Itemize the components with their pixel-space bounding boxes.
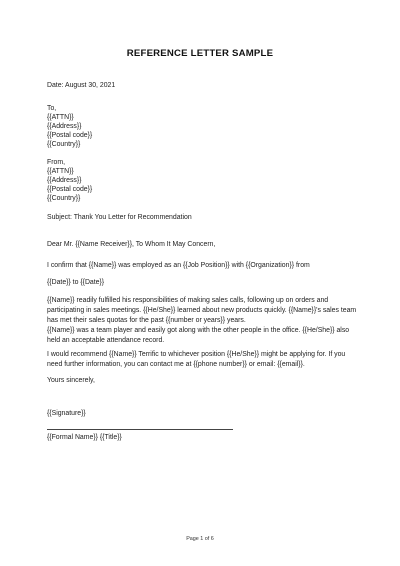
paragraph-recommendation: I would recommend {{Name}} Terrific to whichever position {{He/She}} might be applying for. If you need further information, you can contact me at {{phone number}} or email: {{email}}. (47, 351, 346, 369)
from-postal-code: {{Postal code}} (47, 186, 93, 193)
formal-name-title: {{Formal Name}} {{Title}} (47, 434, 122, 441)
to-country: {{Country}} (47, 141, 81, 148)
document-title: REFERENCE LETTER SAMPLE (126, 48, 274, 59)
to-attn: {{ATTN}} (47, 114, 74, 121)
signature-rule (47, 429, 233, 430)
to-postal-code: {{Postal code}} (47, 132, 93, 139)
from-heading: From, (47, 159, 65, 166)
salutation: Dear Mr. {{Name Receiver}}, To Whom It May Concern, (47, 241, 216, 248)
page-number-footer: Page 1 of 6 (186, 536, 214, 542)
paragraph-responsibilities: {{Name}} readily fulfilled his responsibilities of making sales calls, following up on orders and participating in sales meetings. {{He/She}} learned about new products quickly. {{Name}}'s sales team has met their sales quotas for the past {{number or years}} years. (47, 297, 357, 325)
from-country: {{Country}} (47, 195, 81, 202)
to-heading: To, (47, 105, 57, 112)
closing: Yours sincerely, (47, 377, 95, 384)
paragraph-dates: {{Date}} to {{Date}} (47, 279, 105, 286)
date-line: Date: August 30, 2021 (47, 82, 116, 89)
signature-placeholder: {{Signature}} (47, 410, 86, 417)
subject-line: Subject: Thank You Letter for Recommendation (47, 214, 192, 221)
from-address: {{Address}} (47, 177, 82, 184)
from-attn: {{ATTN}} (47, 168, 74, 175)
paragraph-teamwork: {{Name}} was a team player and easily got along with the other people in the office. {{He/She}} also held an acceptable attendance record. (47, 327, 350, 345)
to-address: {{Address}} (47, 123, 82, 130)
paragraph-employment: I confirm that {{Name}} was employed as an {{Job Position}} with {{Organization}} from (47, 262, 310, 269)
